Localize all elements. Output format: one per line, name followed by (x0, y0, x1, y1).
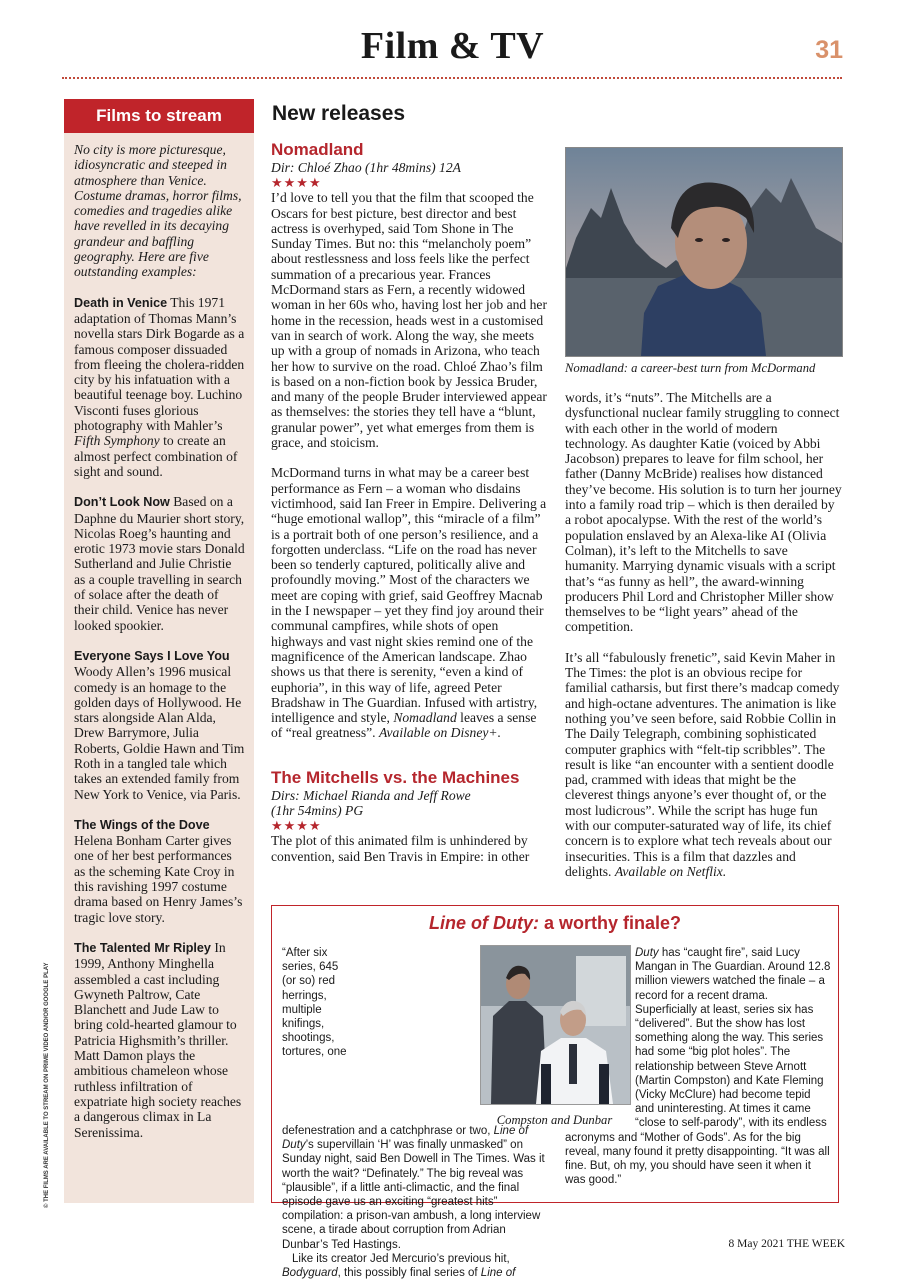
review-column-right (565, 390, 843, 894)
nomadland-photo (565, 147, 843, 357)
review-text: leaves a sense of “real greatness”. (271, 710, 537, 741)
box-paragraph (282, 1252, 552, 1280)
review-paragraph: The plot of this animated film is unhindered by convention, said Ben Travis in Empire: in other (271, 833, 530, 864)
box-text: Like its creator Jed Mercurio’s previous hit, (292, 1252, 510, 1265)
review-meta: Dirs: Michael Rianda and Jeff Rowe (271, 787, 471, 803)
entry-title: The Wings of the Dove (74, 817, 210, 832)
review-column-left (271, 140, 548, 864)
star-rating: ★★★★ (271, 818, 322, 834)
review-paragraph: words, it’s “nuts”. The Mitchells are a dysfunctional nuclear family struggling to connect with each other in the world of modern technology. As daughter Katie (voiced by Abbi Jacobson) prepares to leave for film school, her father (Danny McBride) realises how distanced they’ve become. His solution is to turn her journey into a family road trip – which is then derailed by a robot apocalypse. With the rest of the world’s population enslaved by an Alexa-like AI (Olivia Colman), it’s left to the Mitchells to save humanity. Marrying dynamic visuals with a script that’s “as funny as hell”, the award-winning producers Phil Lord and Christopher Miller show themselves to be “light years” ahead of the competition. (565, 390, 842, 635)
entry-text: Woody Allen’s 1996 musical comedy is an homage to the golden days of Hollywood. He stars alongside Alan Alda, Drew Barrymore, Julia Roberts, Goldie Hawn and Tim Roth in a tangled tale which takes an extended family from New York to Venice, via Paris. (74, 664, 245, 802)
sidebar-entry (74, 295, 246, 480)
photo-credit: © THE FILMS ARE AVAILABLE TO STREAM ON PRIME VIDEO AND/OR GOOGLE PLAY (44, 962, 50, 1208)
entry-text: In 1999, Anthony Minghella assembled a cast including Gwyneth Paltrow, Cate Blanchett and Jude Law to bring cold-hearted glamour to Patricia Highsmith’s thriller. Matt Damon plays the ambitious chameleon whose ruthless infiltration of expatriate high society reaches a dangerous climax in La Serenissima. (74, 939, 242, 1140)
entry-text: to create an almost perfect combination of sight and sound. (74, 433, 238, 479)
sidebar-entry (74, 817, 246, 925)
header-divider (62, 77, 842, 79)
page-footer: 8 May 2021 THE WEEK (728, 1238, 845, 1250)
section-title: New releases (272, 102, 406, 125)
box-italic: Line of (480, 1267, 516, 1280)
sidebar-intro: No city is more picturesque, idiosyncratic and steeped in atmosphere than Venice. Costume dramas, horror films, comedies and tragedies alike have revelled in its decaying grandeur and baffling geography. Here are five outstanding examples: (74, 142, 242, 280)
review-paragraph (271, 465, 548, 740)
photo-float-spacer (565, 946, 635, 1124)
entry-title: Don’t Look Now (74, 495, 170, 510)
box-text: ’s supervillain ‘H’ was finally unmasked” on Sunday night, said Ben Dowell in The Times. Was it worth the wait? “Definately.” The big reveal was “plausible”, if a little anti-climactic, and the final episode gave us an exciting “greatest hits” compilation: a prison-van ambush, a long interview scene, a tirade about corruption from Adrian Dunbar’s Ted Hastings. (282, 1139, 545, 1251)
photo-caption: Compston and Dunbar (496, 1113, 613, 1127)
review-meta: Dir: Chloé Zhao (1hr 48mins) 12A (271, 160, 461, 175)
box-italic: Bodyguard (282, 1267, 338, 1280)
box-text: , this possibly final series of (337, 1267, 481, 1280)
sidebar-title: Films to stream (64, 99, 254, 133)
photo-caption: Nomadland: a career-best turn from McDormand (565, 361, 816, 375)
availability-note: Available on Netflix. (614, 863, 727, 879)
entry-text: This 1971 adaptation of Thomas Mann’s novella stars Dirk Bogarde as a famous composer dissuaded from fleeing the cholera-ridden city by his infatuation with a beautiful teenage boy. Luchino Visconti fuses glorious photography with Mahler’s (74, 294, 245, 434)
entry-title: The Talented Mr Ripley (74, 940, 211, 955)
box-text: “After six series, 645 (or so) red herrings, multiple knifings, shootings, tortures, one defenestration and a catchphrase or two, (282, 947, 494, 1137)
entry-text: Helena Bonham Carter gives one of her best performances as the scheming Kate Croy in this ravishing 1997 costume drama based on Henry James’s tragic love story. (74, 833, 243, 925)
sidebar-entry (74, 648, 246, 802)
review-text: McDormand turns in what may be a career best performance as Fern – a woman who disdains victimhood, said Ian Freer in Empire. Delivering a “huge emotional wallop”, this “miracle of a film” is a portrait both of one person’s resilience, and a forgotten underclass. “Life on the road has never been so tenderly captured, politically alive and profoundly moving.” Most of the characters we meet are coping with grief, said Geoffrey Macnab in the I newspaper – yet they find joy around their communal campfires, while shots of open highways and vast night skies remind one of the magnificence of the American landscape. Zhao shows us that there is serenity, “even a kind of euphoria”, in this way of life, agreed Peter Bradshaw in The Guardian. Infused with artistry, intelligence and style, (271, 465, 547, 726)
entry-text: Based on a Daphne du Maurier short story, Nicolas Roeg’s haunting and erotic 1973 movie stars Donald Sutherland and Julie Christie as a couple travelling in search of solace after the death of their child. Venice has never looked spookier. (74, 494, 245, 633)
sidebar-body (74, 142, 246, 1155)
sidebar-entry (74, 494, 246, 633)
review-paragraph (565, 650, 843, 879)
entry-title: Everyone Says I Love You (74, 648, 230, 663)
box-title-italic: Line of Duty: (428, 913, 539, 933)
star-rating: ★★★★ (271, 175, 322, 191)
sidebar-entry (74, 940, 246, 1140)
page-title: Film & TV (360, 25, 545, 67)
review-title: Nomadland (271, 140, 364, 159)
entry-italic: Fifth Symphony (74, 433, 160, 449)
availability-note: Available on Disney+. (378, 725, 501, 741)
review-text: It’s all “fabulously frenetic”, said Kevin Maher in The Times: the plot is an obvious recipe for familial catharsis, but first there’s madcap comedy and high-octane adventures. The animation is like nothing you’ve seen before, said Robbie Collin in The Daily Telegraph, combining sophisticated computer graphics with “felt-tip scribbles”. The result is like “an encounter with a sentient doodle pad, crammed with ideas that might be the cleverest things anyone’s ever thought of, or the most ludicrous”. While the script has huge fun with our computer-saturated way of life, its chief concern is to explore what tech reveals about our insecurities. This is a film that dazzles and delights. (565, 649, 840, 879)
review-title: The Mitchells vs. the Machines (271, 767, 520, 787)
box-italic: Duty (635, 947, 659, 959)
review-italic: Nomadland (393, 710, 457, 726)
box-column-right (565, 946, 831, 1187)
box-title (271, 913, 839, 934)
entry-title: Death in Venice (74, 295, 168, 310)
page-number: 31 (815, 36, 843, 64)
box-italic: Line of Duty (282, 1125, 529, 1152)
review-paragraph: I’d love to tell you that the film that scooped the Oscars for best picture, best director and best actress is overhyped, said Tom Shone in The Sunday Times. But no: this “melancholy poem” about restlessness and loss feels like the perfect summation of a precarious year. Frances McDormand stars as Fern, a recently widowed woman in her 60s who, having lost her job and her home in the recession, heads west in a customised van in search of work. Along the way, she meets up with a group of nomads in Arizona, who teach her how to survive on the road. Chloé Zhao’s film is based on a non-fiction book by Jessica Bruder, and many of the people Bruder interviewed appear as themselves: the stories they tell have a “blunt, granular power”, yet what emerges from them is grace, and stoicism. (271, 190, 547, 451)
box-title-text: a worthy finale? (538, 913, 682, 933)
review-meta: (1hr 54mins) PG (271, 802, 364, 818)
box-text: has “caught fire”, said Lucy Mangan in The Guardian. Around 12.8 million viewers watched the finale – a record for a recent drama. Superficially at least, series six has “delivered”. But the show has lost something along the way. This series had some “big plot holes”. The relationship between Steve Arnott (Martin Compston) and Kate Fleming (Vicky McClure) had become tepid and uninteresting. At times it came “close to self-parody”, with its endless acronyms and “Mother of Gods”. As for the big reveal, many found it pretty disappointing. “It was all fine. But, oh my, you should have seen it when it was good.” (565, 947, 831, 1187)
